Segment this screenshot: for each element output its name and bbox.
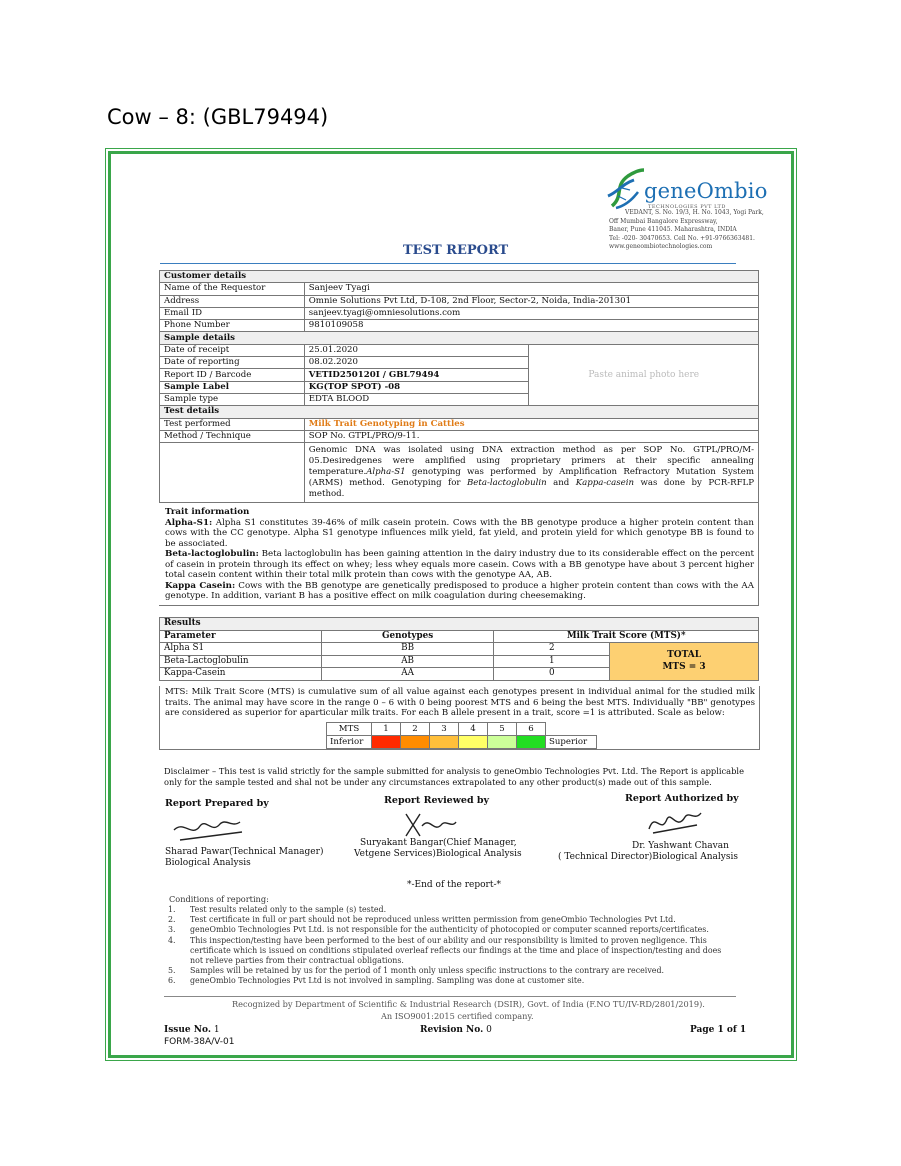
page-heading: Cow – 8: (GBL79494) [107,105,329,129]
scale-swatch [488,736,517,749]
address-line: VEDANT, S. No. 19/3, H. No. 1043, Yogi Park, [625,209,764,216]
title-divider [160,263,736,264]
scale-value: 3 [430,723,459,736]
method-description: Genomic DNA was isolated using DNA extraction method as per SOP No. GTPL/PRO/M-05.Desiredgenes were amplified using proprietary primers at their specific annealing temperature.Alpha-S1 genotyping was performed by Amplification Refractory Mutation System (ARMS) method. Genotyping for Beta-lactoglobulin and Kappa-casein was done by PCR-RFLP method. [304,443,758,503]
sample-section-header: Sample details [160,332,759,344]
dna-helix-icon [604,166,648,212]
mts-note: MTS: Milk Trait Score (MTS) is cumulative sum of all value against each genotypes present in individual animal for the studied milk traits. The animal may have score in the range 0 – 6 with 0 being poorest MTS and 6 being the best MTS. Individually "BB" genotypes are considered as superior for aparticular milk traits. For each B allele present in a trait, score =1 is attributed. Scale as below: [159,686,760,750]
animal-photo-placeholder: Paste animal photo here [529,344,759,405]
report-title: TEST REPORT [403,243,509,258]
table-row: Kappa-Casein AA 0 [160,668,759,681]
results-header: Parameter [160,630,322,643]
scale-value: 1 [372,723,401,736]
logo-name: geneOmbio [644,179,768,203]
conditions-list [168,905,733,987]
address-line: Tel: -020- 30470653. Cell No. +91-9766363481. [609,234,755,242]
field-label: Test performed [160,418,305,430]
end-of-report: *-End of the report-* [407,880,502,890]
details-table [159,270,759,503]
field-label: Email ID [160,307,305,319]
field-label: Date of reporting [160,357,305,369]
results-title: Results [160,618,759,631]
signature-reviewed [400,808,460,840]
list-item: 1. Test results related only to the sample (s) tested. [168,905,387,914]
footer-divider [164,996,736,997]
footer-issue: Issue No. 1 [164,1025,220,1035]
field-label: Sample type [160,393,305,405]
scale-swatch [401,736,430,749]
trait-title: Trait information [165,507,250,517]
prepared-name: Sharad Pawar(Technical Manager) [165,847,324,857]
footer-iso: An ISO9001:2015 certified company. [381,1011,534,1021]
scale-swatch [517,736,546,749]
total-mts-badge: TOTAL MTS = 3 [610,643,759,681]
signature-prepared [170,810,250,846]
table-row: Alpha S1 BB 2 TOTAL MTS = 3 [160,643,759,656]
field-value: KG(TOP SPOT) -08 [304,381,529,393]
authorized-name: Dr. Yashwant Chavan [632,841,729,851]
list-item: 4. This inspection/testing have been performed to the best of our ability and our responsibility is limited to proven negligence. This certificate which is issued on conditions stipulated overleaf reflects our findings at the time and place of inspection/testing and does not relieve parties from their contractual obligations. [168,935,722,966]
company-address [609,209,789,252]
scale-value: 4 [459,723,488,736]
field-value: EDTA BLOOD [304,393,529,405]
reviewed-name: Suryakant Bangar(Chief Manager, [360,838,517,848]
table-row: Beta-Lactoglobulin AB 1 [160,655,759,668]
test-performed-value: Milk Trait Genotyping in Cattles [304,418,758,430]
field-label: Method / Technique [160,430,305,442]
prepared-dept: Biological Analysis [165,858,251,868]
field-value: VETID250120I / GBL79494 [304,369,529,381]
address-line: Baner, Pune 411045. Maharashtra, INDIA [609,226,737,234]
results-header: Genotypes [321,630,494,643]
field-value: sanjeev.tyagi@omniesolutions.com [304,307,758,319]
footer-recognition: Recognized by Department of Scientific & Industrial Research (DSIR), Govt. of India (F.NO TU/IV-RD/2801/2019). [232,999,705,1009]
scale-inferior: Inferior [327,736,372,749]
authorized-heading: Report Authorized by [625,793,739,804]
scale-label: MTS [327,723,372,736]
logo-subtitle: TECHNOLOGIES PVT LTD [648,204,726,210]
results-table [159,617,759,681]
field-label: Date of receipt [160,344,305,356]
scale-swatch [430,736,459,749]
authorized-dept: ( Technical Director)Biological Analysis [558,852,739,862]
field-label: Report ID / Barcode [160,369,305,381]
field-value: 25.01.2020 [304,344,529,356]
address-line: www.geneombiotechnologies.com [609,243,713,251]
field-label: Phone Number [160,320,305,332]
field-label: Sample Label [160,381,305,393]
scale-value: 5 [488,723,517,736]
scale-superior: Superior [546,736,597,749]
results-header: Milk Trait Score (MTS)* [494,630,759,643]
conditions-title: Conditions of reporting: [169,894,269,904]
trait-information [159,499,759,606]
reviewed-heading: Report Reviewed by [384,795,490,806]
address-line: Off Mumbai Bangalore Expressway, [609,217,718,225]
footer-revision: Revision No. 0 [420,1025,492,1035]
field-label: Address [160,295,305,307]
field-value: Omnie Solutions Pvt Ltd, D-108, 2nd Floor, Sector-2, Noida, India-201301 [304,295,758,307]
list-item: 2. Test certificate in full or part should not be reproduced unless written permission from geneOmbio Technologies Pvt Ltd. [168,915,676,925]
trait-alpha: Alpha-S1: Alpha S1 constitutes 39-46% of milk casein protein. Cows with the BB genotype produce a higher protein content than cows with the CC genotype. Alpha S1 genotype influences milk yield, fat yield, and protein yield for which genotype BB is found to be associated. [165,517,754,549]
disclaimer: Disclaimer – This test is valid strictly for the sample submitted for analysis to geneOmbio Technologies Pvt. Ltd. The Report is applicable only for the sample tested and shal not be under any circumstances extrapolated to any other product(s) made out of this sample. [164,766,744,787]
footer-form: FORM-38A/V-01 [164,1037,235,1047]
customer-section-header: Customer details [160,271,759,283]
test-section-header: Test details [160,406,759,418]
scale-value: 2 [401,723,430,736]
scale-swatch [459,736,488,749]
trait-kappa: Kappa Casein: Cows with the BB genotype are genetically predisposed to produce a higher protein content than cows with the AA genotype. In addition, variant B has a positive effect on milk coagulation during cheesemaking. [165,580,754,601]
list-item: 3. geneOmbio Technologies Pvt Ltd. is not responsible for the authenticity of photocopied or computer scanned reports/certificates. [168,925,709,935]
mts-scale [326,722,597,749]
list-item: 6. geneOmbio Technologies Pvt Ltd is not involved in sampling. Sampling was done at customer site. [168,976,585,986]
reviewed-dept: Vetgene Services)Biological Analysis [354,849,522,859]
field-label: Name of the Requestor [160,283,305,295]
trait-beta: Beta-lactoglobulin: Beta lactoglobulin has been gaining attention in the dairy industry due to its considerable effect on the percent of casein in protein through its effect on whey; less whey equals more casein. Cows with a BB genotype have about 3 percent higher total casein content within their total milk protein than cows with the genotype AA, AB. [165,549,754,580]
field-value: 9810109058 [304,320,758,332]
scale-value: 6 [517,723,546,736]
prepared-heading: Report Prepared by [165,798,269,809]
signature-authorized [645,805,705,839]
field-value: 08.02.2020 [304,357,529,369]
field-value: Sanjeev Tyagi [304,283,758,295]
list-item: 5. Samples will be retained by us for the period of 1 month only unless specific instructions to the contrary are received. [168,966,665,976]
method-sop: SOP No. GTPL/PRO/9-11. [304,430,758,442]
scale-swatch [372,736,401,749]
footer-page: Page 1 of 1 [690,1025,747,1035]
